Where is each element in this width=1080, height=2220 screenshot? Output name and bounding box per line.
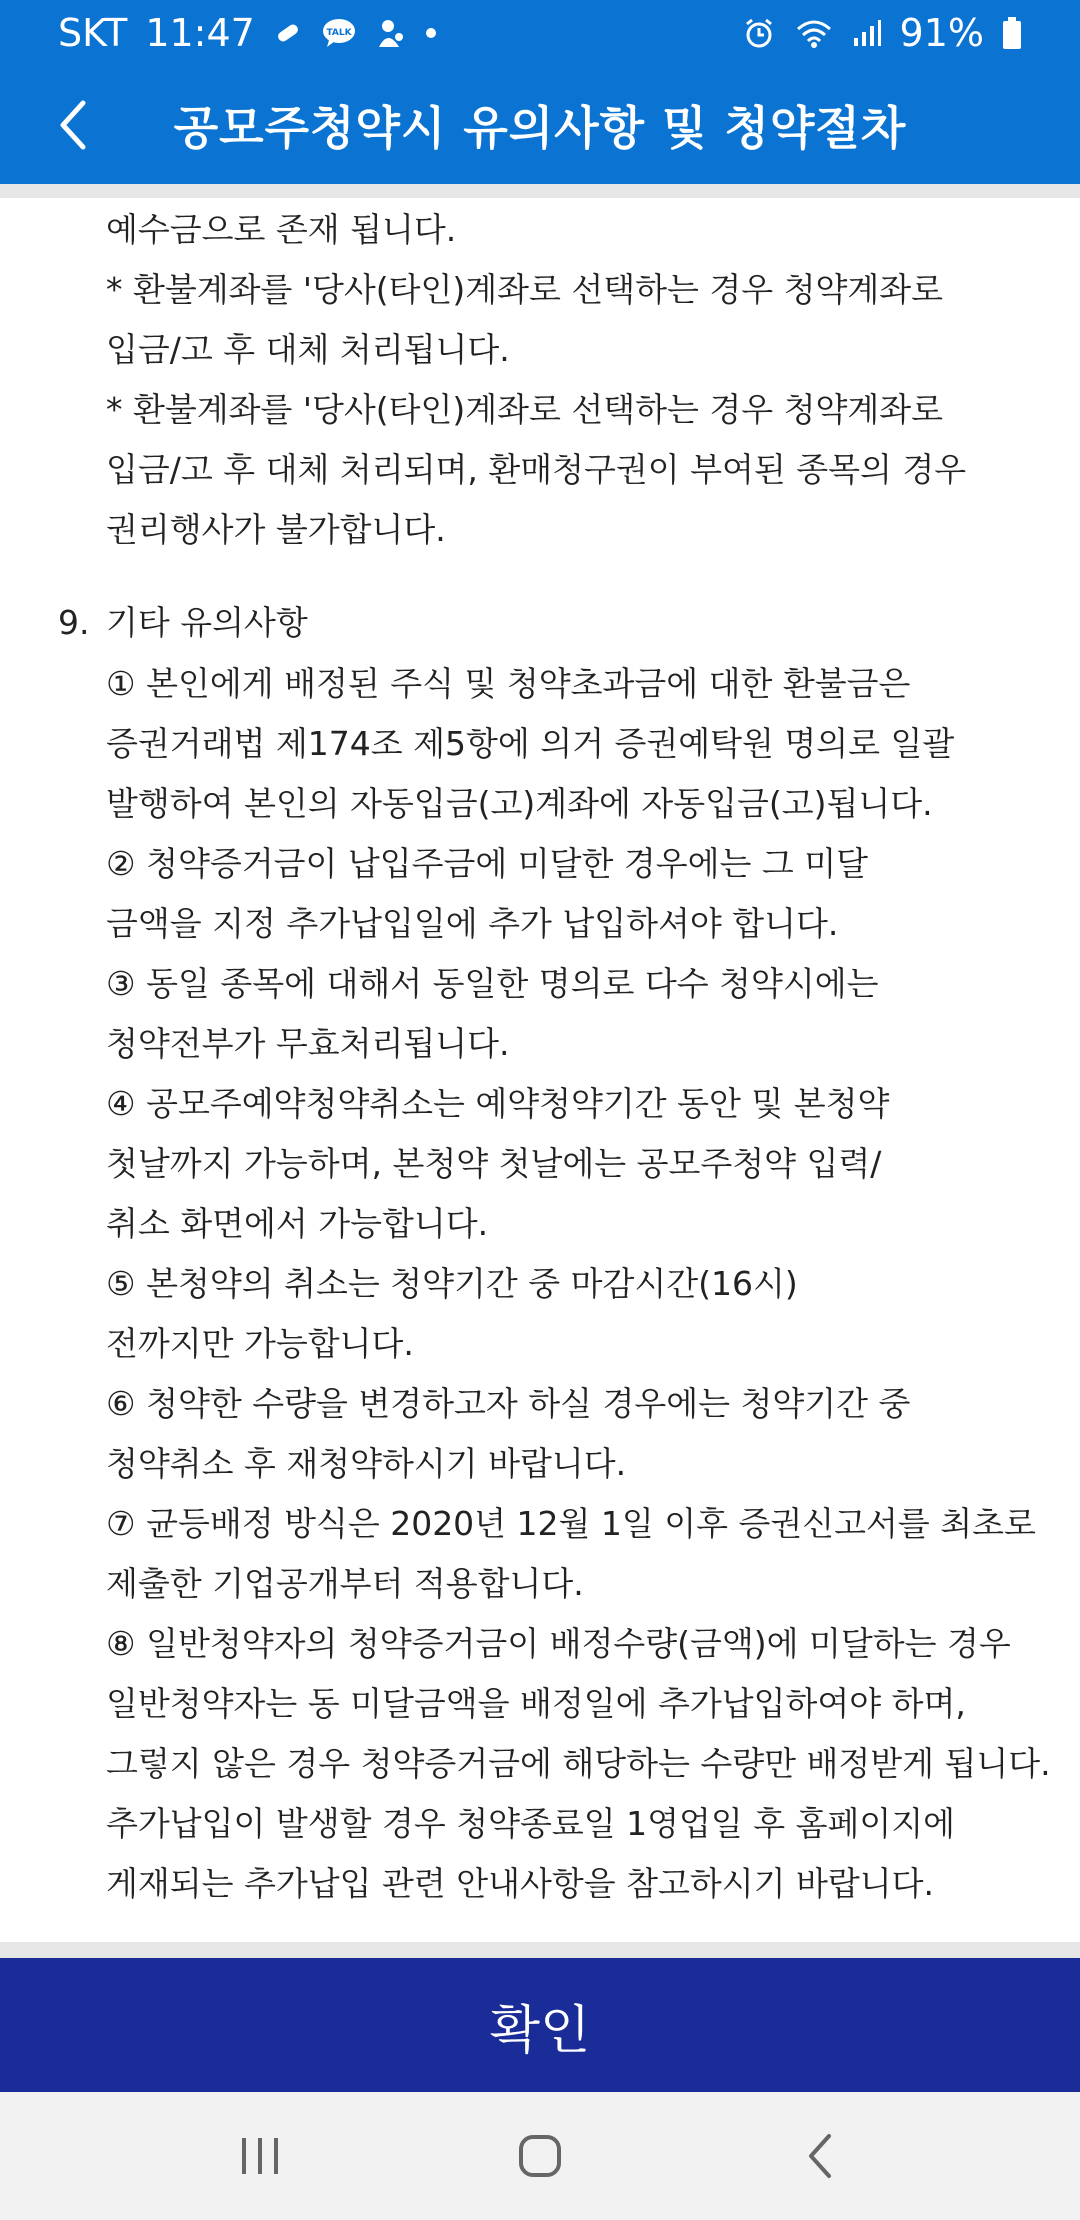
app-header (0, 66, 1080, 184)
alarm-icon (742, 16, 776, 50)
notice-line: ⑤ 본청약의 취소는 청약기간 중 마감시간(16시) (106, 1264, 798, 1303)
battery-icon (1002, 16, 1022, 50)
carrier-label: SKT (58, 11, 128, 55)
notice-line: 입금/고 후 대체 처리됩니다. (106, 330, 510, 369)
notice-line: 제출한 기업공개부터 적용합니다. (106, 1564, 584, 1603)
notice-line: 첫날까지 가능하며, 본청약 첫날에는 공모주청약 입력/ (106, 1144, 882, 1183)
notice-line: 일반청약자는 동 미달금액을 배정일에 추가납입하여야 하며, (106, 1684, 966, 1723)
notice-line: ③ 동일 종목에 대해서 동일한 명의로 다수 청약시에는 (106, 964, 879, 1003)
notice-line: 게재되는 추가납입 관련 안내사항을 참고하시기 바랍니다. (106, 1864, 935, 1903)
notification-icon (375, 17, 405, 49)
notice-line: ⑧ 일반청약자의 청약증거금이 배정수량(금액)에 미달하는 경우 (106, 1624, 1011, 1663)
status-bar-right (742, 11, 1022, 55)
notice-line: 그렇지 않은 경우 청약증거금에 해당하는 수량만 배정받게 됩니다. (106, 1744, 1051, 1783)
back-icon (805, 2132, 835, 2180)
status-bar (0, 0, 1080, 66)
signal-icon (852, 18, 882, 48)
notice-line: 권리행사가 불가합니다. (106, 510, 446, 549)
clock-label: 11:47 (145, 11, 255, 55)
back-button[interactable] (36, 88, 110, 162)
section-number: 9. (58, 603, 90, 642)
recents-icon (238, 2136, 282, 2176)
notice-line: * 환불계좌를 '당사(타인)계좌로 선택하는 경우 청약계좌로 (106, 270, 943, 309)
notice-line: ④ 공모주예약청약취소는 예약청약기간 동안 및 본청약 (106, 1084, 890, 1123)
wifi-icon (794, 17, 834, 49)
recents-button[interactable] (200, 2106, 320, 2206)
notice-content[interactable] (0, 198, 1080, 1942)
notice-line: ⑥ 청약한 수량을 변경하고자 하실 경우에는 청약기간 중 (106, 1384, 911, 1423)
notice-line: 추가납입이 발생할 경우 청약종료일 1영업일 후 홈페이지에 (106, 1804, 956, 1843)
section-title: 기타 유의사항 (106, 603, 308, 642)
notice-line: 금액을 지정 추가납입일에 추가 납입하셔야 합니다. (106, 904, 839, 943)
notice-line: 취소 화면에서 가능합니다. (106, 1204, 489, 1243)
notice-line: ⑦ 균등배정 방식은 2020년 12월 1일 이후 증권신고서를 최초로 (106, 1504, 1036, 1543)
notice-line: 증권거래법 제174조 제5항에 의거 증권예탁원 명의로 일괄 (106, 724, 955, 763)
battery-label: 91% (899, 11, 984, 55)
notice-line: ② 청약증거금이 납입주금에 미달한 경우에는 그 미달 (106, 844, 868, 883)
kakaotalk-icon (321, 18, 357, 48)
nav-back-button[interactable] (760, 2106, 880, 2206)
system-nav-bar (0, 2092, 1080, 2220)
status-bar-left (58, 11, 439, 55)
bandage-icon (273, 18, 303, 48)
notice-line: 발행하여 본인의 자동입금(고)계좌에 자동입금(고)됩니다. (106, 784, 933, 823)
notice-line: 예수금으로 존재 됩니다. (106, 210, 457, 249)
notice-line: * 환불계좌를 '당사(타인)계좌로 선택하는 경우 청약계좌로 (106, 390, 943, 429)
svg-text:TALK: TALK (326, 28, 352, 38)
notice-line: 전까지만 가능합니다. (106, 1324, 414, 1363)
chevron-left-icon (53, 97, 93, 153)
confirm-button[interactable]: 확인 (0, 1958, 1080, 2092)
notice-line: 청약전부가 무효처리됩니다. (106, 1024, 510, 1063)
dot-icon (423, 25, 439, 41)
home-icon (516, 2132, 564, 2180)
notice-line: 청약취소 후 재청약하시기 바랍니다. (106, 1444, 627, 1483)
notice-line: 입금/고 후 대체 처리되며, 환매청구권이 부여된 종목의 경우 (106, 450, 967, 489)
page-title: 공모주청약시 유의사항 및 청약절차 (173, 101, 907, 155)
notice-line: ① 본인에게 배정된 주식 및 청약초과금에 대한 환불금은 (106, 664, 911, 703)
home-button[interactable] (480, 2106, 600, 2206)
